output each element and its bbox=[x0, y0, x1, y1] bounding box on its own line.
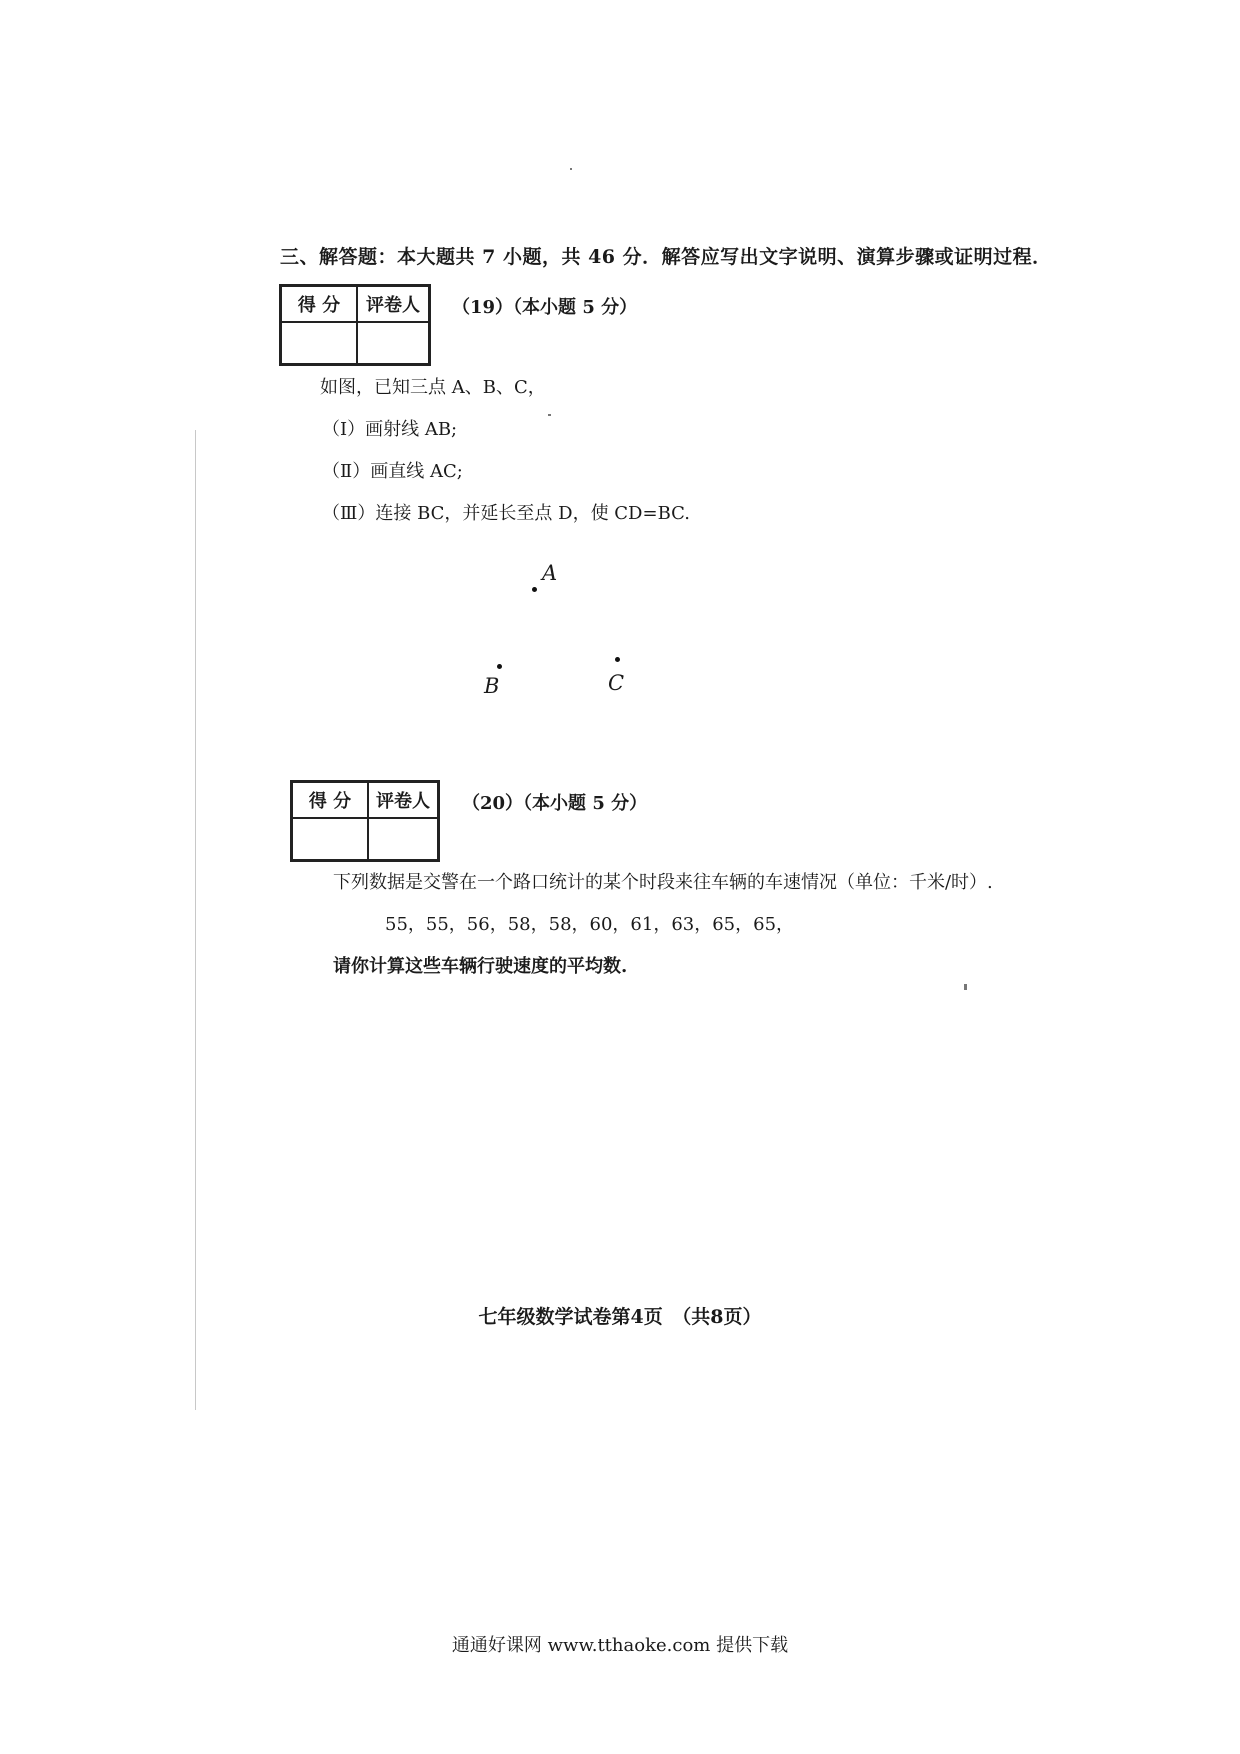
point-b-label: B bbox=[484, 674, 500, 698]
point-c-label: C bbox=[608, 671, 625, 695]
point-b bbox=[497, 664, 502, 669]
scan-speck bbox=[570, 168, 572, 170]
point-a-label: A bbox=[542, 561, 558, 585]
grader-label: 评卷人 bbox=[357, 286, 430, 323]
grader-label: 评卷人 bbox=[368, 782, 439, 819]
scan-edge-line bbox=[195, 430, 196, 1410]
q19-figure bbox=[470, 555, 650, 705]
score-table-q19 bbox=[279, 284, 431, 366]
grader-cell[interactable] bbox=[368, 818, 439, 861]
q20-data: 55，55，56，58，58，60，61，63，65，65， bbox=[385, 914, 795, 935]
point-a bbox=[532, 587, 537, 592]
q19-part3: （Ⅲ）连接 BC，并延长至点 D，使 CD=BC. bbox=[322, 503, 690, 524]
q19-part1: （Ⅰ）画射线 AB; bbox=[322, 419, 458, 440]
q19-title: （19）（本小题 5 分） bbox=[452, 297, 638, 318]
scan-speck bbox=[964, 984, 967, 990]
score-table-q20 bbox=[290, 780, 440, 862]
q20-title: （20）（本小题 5 分） bbox=[462, 793, 648, 814]
q19-intro: 如图，已知三点 A、B、C， bbox=[320, 377, 546, 398]
download-watermark: 通通好课网 www.tthaoke.com 提供下载 bbox=[451, 1635, 789, 1656]
page-footer: 七年级数学试卷第4页 （共8页） bbox=[478, 1306, 762, 1328]
section-heading: 三、解答题：本大题共 7 小题，共 46 分．解答应写出文字说明、演算步骤或证明过程． bbox=[280, 246, 1052, 268]
score-label: 得 分 bbox=[281, 286, 358, 323]
grader-cell[interactable] bbox=[357, 322, 430, 365]
q19-part2: （Ⅱ）画直线 AC; bbox=[322, 461, 463, 482]
scan-speck bbox=[548, 414, 551, 416]
q20-question: 请你计算这些车辆行驶速度的平均数. bbox=[333, 956, 628, 977]
point-c bbox=[615, 657, 620, 662]
score-cell[interactable] bbox=[292, 818, 369, 861]
q20-intro: 下列数据是交警在一个路口统计的某个时段来往车辆的车速情况（单位：千米/时）. bbox=[333, 872, 993, 893]
score-label: 得 分 bbox=[292, 782, 369, 819]
score-cell[interactable] bbox=[281, 322, 358, 365]
